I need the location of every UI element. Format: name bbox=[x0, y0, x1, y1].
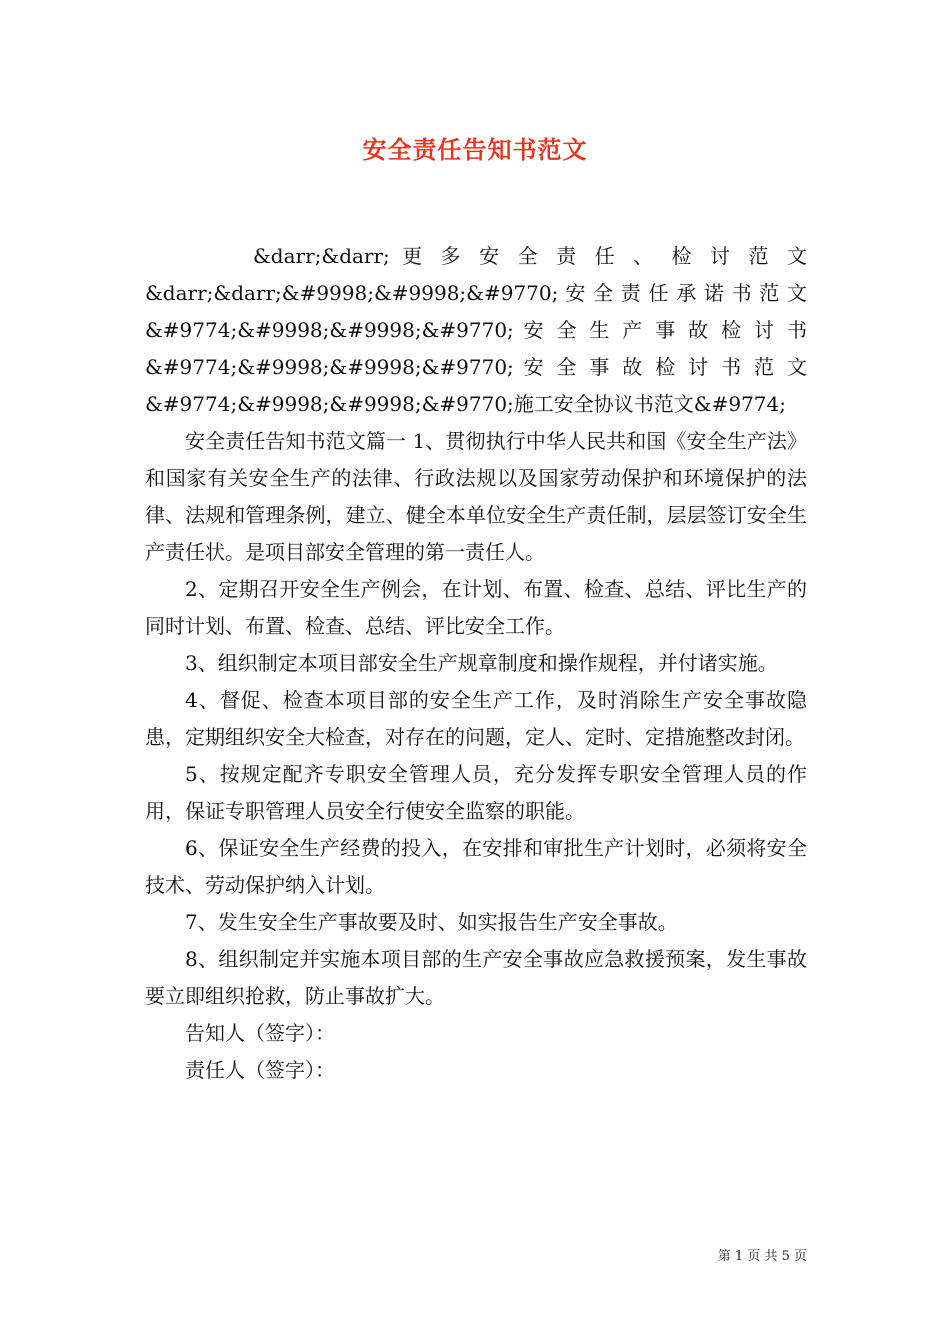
body-paragraph: 安全责任告知书范文篇一 1、贯彻执行中华人民共和国《安全生产法》和国家有关安全生产的法律、行政法规以及国家劳动保护和环境保护的法律、法规和管理条例，建立、健全本单位安全生产责任制，层层签订安全生产责任状。是项目部安全管理的第一责任人。 bbox=[145, 429, 807, 564]
body-paragraph: 6、保证安全生产经费的投入，在安排和审批生产计划时，必须将安全技术、劳动保护纳入计划。 bbox=[145, 836, 807, 897]
page-number-footer: 第 1 页 共 5 页 bbox=[717, 1249, 807, 1264]
body-paragraph: 8、组织制定并实施本项目部的生产安全事故应急救援预案，发生事故要立即组织抢救，防止事故扩大。 bbox=[145, 947, 807, 1008]
body-paragraph: 3、组织制定本项目部安全生产规章制度和操作规程，并付诸实施。 bbox=[185, 651, 778, 675]
related-link-line[interactable]: &#9774;&#9998;&#9998;&#9770;施工安全协议书范文&#9774; bbox=[145, 392, 786, 416]
related-link-line[interactable]: &#9774;&#9998;&#9998;&#9770; 安 全 事 故 检 讨 书 范 文 bbox=[145, 355, 807, 379]
document-body bbox=[145, 238, 807, 1089]
body-paragraph: 7、发生安全生产事故要及时、如实报告生产安全事故。 bbox=[185, 910, 678, 934]
body-paragraph: 4、督促、检查本项目部的安全生产工作，及时消除生产安全事故隐患，定期组织安全大检查，对存在的问题，定人、定时、定措施整改封闭。 bbox=[145, 688, 807, 749]
body-paragraph: 2、定期召开安全生产例会，在计划、布置、检查、总结、评比生产的同时计划、布置、检查、总结、评比安全工作。 bbox=[145, 577, 807, 638]
related-link-line[interactable]: &#9774;&#9998;&#9998;&#9770; 安 全 生 产 事 故 检 讨 书 bbox=[145, 318, 807, 342]
related-link-line[interactable]: &darr;&darr; 更 多 安 全 责 任 、 检 讨 范 文 bbox=[253, 244, 807, 268]
related-link-line[interactable]: &darr;&darr;&#9998;&#9998;&#9770; 安 全 责 任 承 诺 书 范 文 bbox=[145, 281, 807, 305]
responsible-signature-line: 责任人（签字）： bbox=[185, 1058, 335, 1082]
notifier-signature-line: 告知人（签字）： bbox=[185, 1021, 335, 1045]
document-title: 安全责任告知书范文 bbox=[362, 135, 588, 164]
body-paragraph: 5、按规定配齐专职安全管理人员，充分发挥专职安全管理人员的作用，保证专职管理人员安全行使安全监察的职能。 bbox=[145, 762, 807, 823]
related-links bbox=[145, 238, 807, 423]
